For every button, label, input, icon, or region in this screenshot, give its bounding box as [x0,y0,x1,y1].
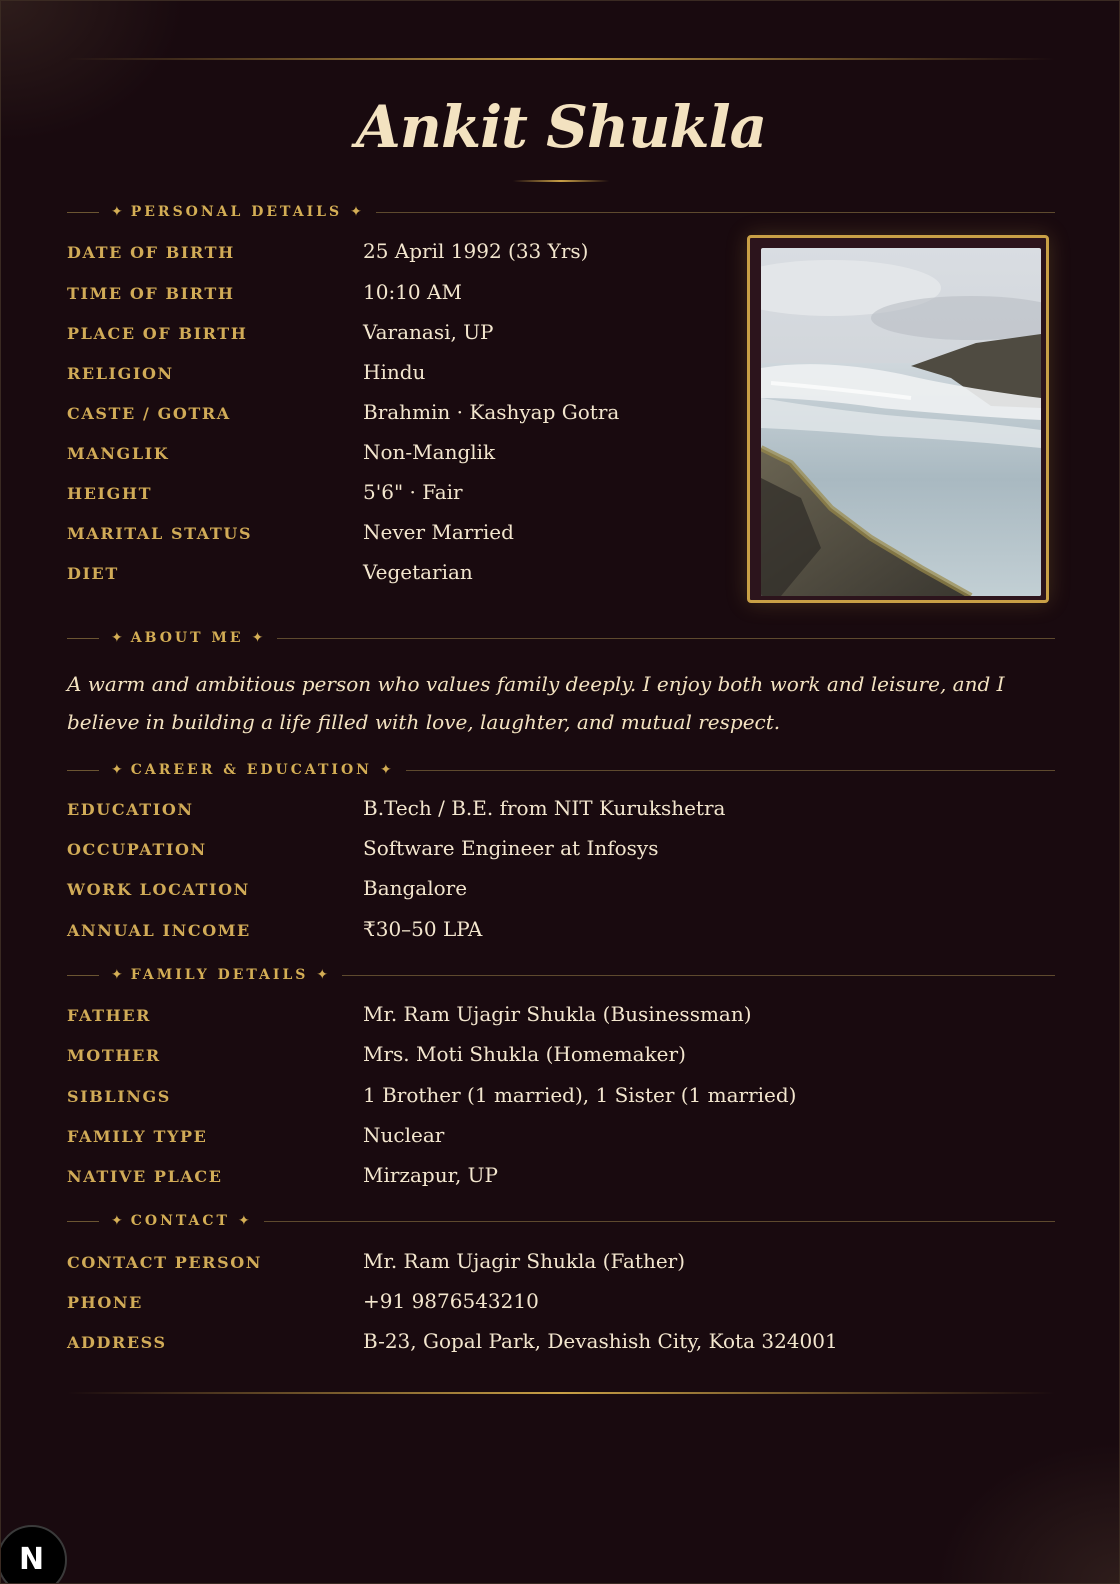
field-value: Nuclear [363,1123,445,1147]
section-title: PERSONAL DETAILS [130,204,343,220]
section-header-family [67,965,1055,985]
field-label: MARITAL STATUS [67,524,253,543]
nextjs-badge-button[interactable] [0,1525,67,1584]
field-value: Varanasi, UP [363,320,494,344]
nextjs-logo-icon: N [19,1542,45,1577]
field-label: PHONE [67,1293,143,1312]
star-icon: ✦ [237,1213,250,1229]
field-value: Mr. Ram Ujagir Shukla (Father) [363,1249,686,1273]
section-header-personal [67,202,1055,222]
bottom-divider [67,1392,1055,1394]
field-label: CONTACT PERSON [67,1253,262,1272]
field-value: 25 April 1992 (33 Yrs) [363,239,589,263]
top-divider [67,58,1055,60]
star-icon: ✦ [251,630,264,646]
field-label: DATE OF BIRTH [67,243,235,262]
name-underline [513,180,609,182]
star-icon: ✦ [316,967,329,983]
field-value: Non-Manglik [363,440,496,464]
field-label: TIME OF BIRTH [67,284,235,303]
field-label: WORK LOCATION [67,880,250,899]
field-label: HEIGHT [67,484,153,503]
about-text: A warm and ambitious person who values family deeply. I enjoy both work and leisure, and I believe in building a life filled with love, laughter, and mutual respect. [67,672,1005,734]
field-label: MANGLIK [67,444,170,463]
star-icon: ✦ [111,762,123,778]
field-value: Bangalore [363,876,468,900]
field-value: ₹30–50 LPA [363,917,483,941]
star-icon: ✦ [111,1213,123,1229]
field-value: Brahmin · Kashyap Gotra [363,400,620,424]
star-icon: ✦ [379,762,392,778]
section-header-career [67,760,1055,780]
field-value: 5'6" · Fair [363,480,463,504]
field-label: SIBLINGS [67,1087,171,1106]
field-label: DIET [67,564,119,583]
star-icon: ✦ [350,204,362,220]
field-label: FAMILY TYPE [67,1127,208,1146]
field-value: Hindu [363,360,426,384]
profile-name: Ankit Shukla [355,93,767,161]
field-label: ANNUAL INCOME [67,921,251,940]
field-label: NATIVE PLACE [67,1167,223,1186]
field-label: PLACE OF BIRTH [67,324,248,343]
field-value: Software Engineer at Infosys [363,836,659,860]
star-icon: ✦ [111,630,123,646]
section-header-about [67,628,1055,648]
field-label: OCCUPATION [67,840,207,859]
field-value: B-23, Gopal Park, Devashish City, Kota 324001 [363,1329,838,1353]
field-value: Never Married [363,520,514,544]
field-label: MOTHER [67,1046,161,1065]
field-value: 1 Brother (1 married), 1 Sister (1 married) [363,1083,797,1107]
field-value: 10:10 AM [363,280,462,304]
field-value: Mirzapur, UP [363,1163,498,1187]
section-header-contact [67,1211,1055,1231]
field-value: +91 9876543210 [363,1289,539,1313]
profile-photo-frame [747,235,1049,603]
profile-photo [761,248,1041,596]
field-label: EDUCATION [67,800,194,819]
field-label: CASTE / GOTRA [67,404,231,423]
field-value: Mrs. Moti Shukla (Homemaker) [363,1042,686,1066]
field-value: Vegetarian [363,560,473,584]
section-title: CAREER & EDUCATION [130,762,372,778]
section-title: ABOUT ME [130,630,244,646]
star-icon: ✦ [111,204,123,220]
field-label: ADDRESS [67,1333,167,1352]
section-title: FAMILY DETAILS [130,967,309,983]
field-value: B.Tech / B.E. from NIT Kurukshetra [363,796,726,820]
section-title: CONTACT [130,1213,230,1229]
field-value: Mr. Ram Ujagir Shukla (Businessman) [363,1002,752,1026]
star-icon: ✦ [111,967,123,983]
field-label: FATHER [67,1006,152,1025]
field-label: RELIGION [67,364,174,383]
